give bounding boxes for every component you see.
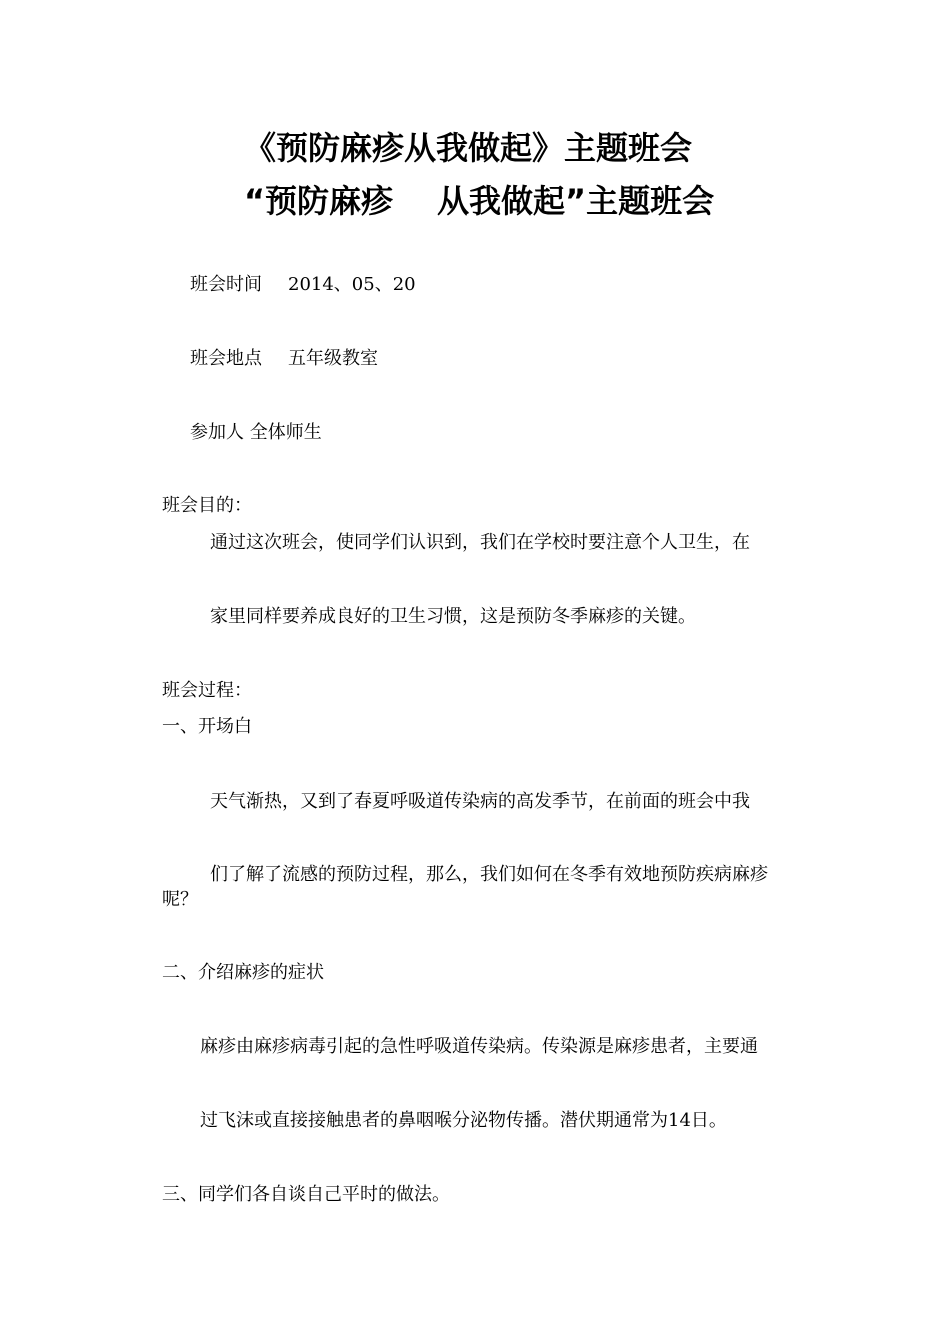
meeting-time-label: 班会时间 [190, 274, 262, 295]
meeting-time-row [190, 276, 416, 294]
section-paragraph-line: 们了解了流感的预防过程，那么，我们如何在冬季有效地预防疾病麻疹 [210, 864, 768, 885]
participants-label: 参加人 [190, 422, 244, 443]
purpose-paragraph-line: 通过这次班会，使同学们认识到，我们在学校时要注意个人卫生，在 [210, 532, 750, 553]
section-heading: 一、开场白 [162, 716, 252, 737]
meeting-place-row [190, 350, 378, 368]
section-heading: 二、介绍麻疹的症状 [162, 962, 324, 983]
section-paragraph-line: 过飞沫或直接接触患者的鼻咽喉分泌物传播。潜伏期通常为14日。 [200, 1110, 727, 1131]
purpose-paragraph-line: 家里同样要养成良好的卫生习惯，这是预防冬季麻疹的关键。 [210, 606, 696, 627]
purpose-heading: 班会目的： [162, 495, 252, 516]
section-paragraph-line: 呢？ [162, 889, 198, 910]
process-heading: 班会过程： [162, 680, 252, 701]
meeting-place-label: 班会地点 [190, 348, 262, 369]
section-paragraph-line: 天气渐热，又到了春夏呼吸道传染病的高发季节，在前面的班会中我 [210, 791, 750, 812]
subtitle-right: 从我做起”主题班会 [437, 182, 715, 220]
section-paragraph-line: 麻疹由麻疹病毒引起的急性呼吸道传染病。传染源是麻疹患者，主要通 [200, 1036, 758, 1057]
subtitle-left: “预防麻疹 [244, 182, 394, 220]
participants-row [190, 424, 322, 442]
participants-value: 全体师生 [249, 422, 322, 443]
meeting-time-value: 2014、05、20 [288, 274, 416, 295]
section-heading: 三、同学们各自谈自己平时的做法。 [162, 1184, 450, 1205]
document-title: 《预防麻疹从我做起》主题班会 [244, 129, 693, 167]
meeting-place-value: 五年级教室 [288, 348, 378, 369]
document-subtitle [244, 182, 715, 220]
